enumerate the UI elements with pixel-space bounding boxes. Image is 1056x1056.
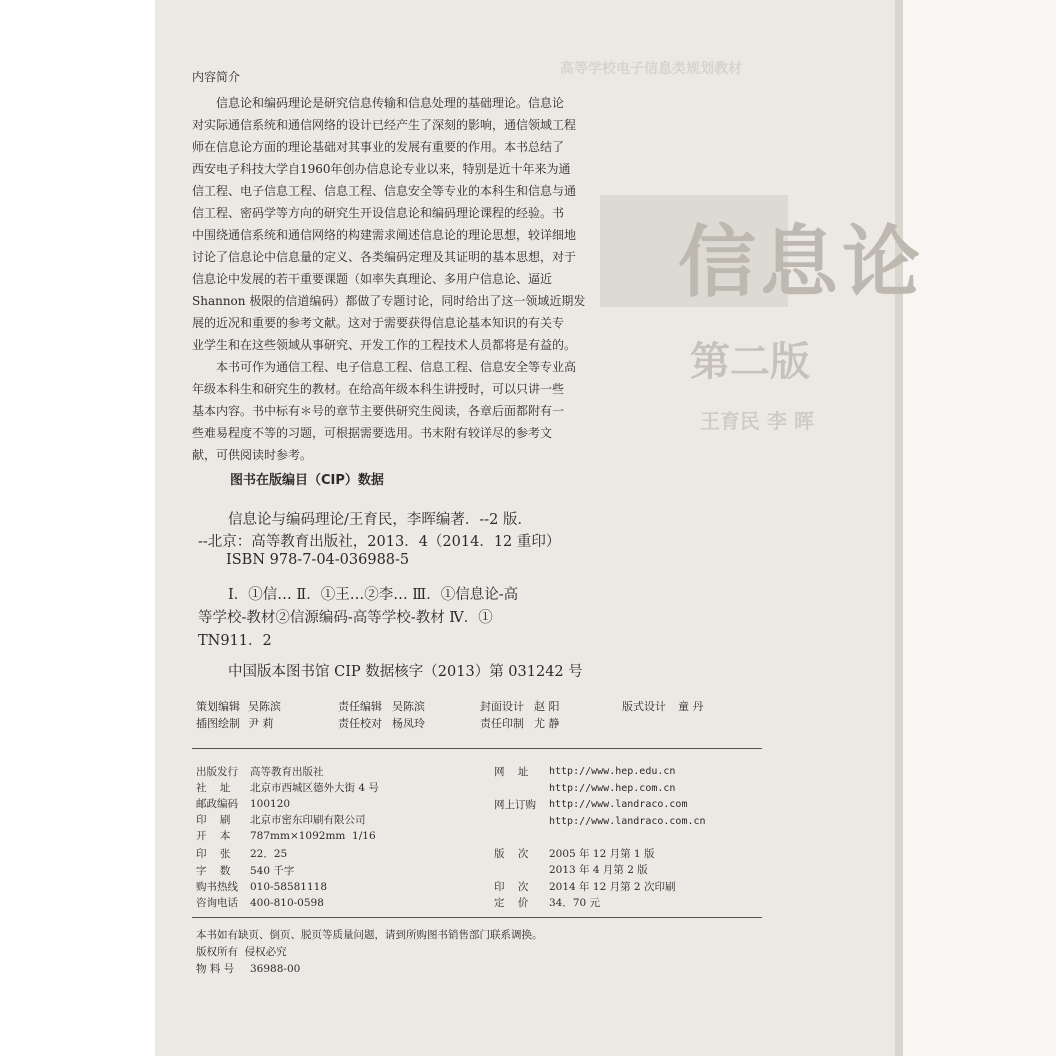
- credit-label: 责任校对: [338, 717, 382, 730]
- website-link[interactable]: http://www.hep.edu.cn: [549, 766, 676, 777]
- publisher-label: 印 张: [196, 848, 231, 860]
- credit-value: 杨凤玲: [392, 717, 425, 730]
- intro-line: 年级本科生和研究生的教材。在给高年级本科生讲授时，可以只讲一些: [192, 382, 565, 396]
- intro-line: 业学生和在这些领域从事研究、开发工作的工程技术人员都将是有益的。: [192, 338, 577, 352]
- publisher-label: 开 本: [196, 830, 231, 842]
- credit-label: 策划编辑: [196, 700, 240, 713]
- cip-line: 信息论与编码理论/王育民，李晖编著．--2 版．: [228, 512, 533, 528]
- page-edge-strip: [895, 0, 903, 1056]
- cip-line: 等学校-教材②信源编码-高等学校-教材 Ⅳ．①: [198, 610, 493, 626]
- publisher-value: 北京市西城区德外大街 4 号: [250, 782, 379, 794]
- cip-record-number: 中国版本图书馆 CIP 数据核字（2013）第 031242 号: [228, 664, 583, 680]
- copyright-notice: 版权所有 侵权必究: [196, 946, 287, 958]
- bleed-through-title: 信息论: [678, 218, 925, 308]
- publisher-label: 字 数: [196, 865, 231, 877]
- credit-label: 插图绘制: [196, 717, 240, 730]
- publisher-value: 2013 年 4 月第 2 版: [549, 864, 648, 876]
- scan-margin: [0, 0, 155, 1056]
- intro-line: 信工程、密码学等方向的研究生开设信息论和编码理论课程的经验。书: [192, 206, 565, 220]
- cip-line: Ⅰ．①信… Ⅱ．①王…②李… Ⅲ．①信息论-高: [228, 587, 519, 603]
- publisher-label: 咨询电话: [196, 897, 238, 909]
- intro-line: 基本内容。书中标有＊号的章节主要供研究生阅读，各章后面都附有一: [192, 404, 565, 418]
- publisher-value: 010-58581118: [250, 881, 328, 893]
- intro-heading: 内容简介: [192, 70, 241, 84]
- intro-line: 对实际通信系统和通信网络的设计已经产生了深刻的影响，通信领域工程: [192, 118, 577, 132]
- publisher-value: 北京市密东印刷有限公司: [250, 814, 366, 826]
- intro-line: 信息论中发展的若干重要课题（如率失真理论、多用户信息论、逼近: [192, 272, 553, 286]
- credit-value: 尤 静: [534, 717, 560, 730]
- price-value: 34．70 元: [549, 897, 601, 909]
- intro-line: 展的近况和重要的参考文献。这对于需要获得信息论基本知识的有关专: [192, 316, 565, 330]
- publisher-label: 版 次: [494, 848, 529, 860]
- publisher-value: 100120: [250, 798, 291, 810]
- page-edge: [895, 0, 1056, 1056]
- publisher-label: 定 价: [494, 897, 529, 909]
- bleed-through-series: 高等学校电子信息类规划教材: [560, 61, 742, 77]
- credit-label: 责任印制: [480, 717, 524, 730]
- intro-line: 中围绕通信系统和通信网络的构建需求阐述信息论的理论思想，较详细地: [192, 228, 577, 242]
- cip-title: 图书在版编目（CIP）数据: [230, 473, 384, 488]
- publisher-label: 网 址: [494, 766, 529, 778]
- bleed-through-author: 王育民 李 晖: [700, 409, 814, 433]
- credit-value: 尹 莉: [248, 717, 274, 730]
- intro-line: 讨论了信息论中信息量的定义、各类编码定理及其证明的基本思想，对于: [192, 250, 577, 264]
- credit-value: 吴陈滨: [392, 700, 425, 713]
- publisher-value: 2005 年 12 月第 1 版: [549, 848, 655, 860]
- intro-line: 些难易程度不等的习题，可根据需要选用。书末附有较详尽的参考文: [192, 426, 553, 440]
- publisher-label: 购书热线: [196, 881, 238, 893]
- quality-notice: 本书如有缺页、倒页、脱页等质量问题，请到所购图书销售部门联系调换。: [196, 929, 543, 941]
- intro-line: 本书可作为通信工程、电子信息工程、信息工程、信息安全等专业高: [216, 360, 577, 374]
- item-number-label: 物 料 号: [196, 963, 235, 975]
- publisher-label: 出版发行: [196, 766, 238, 778]
- publisher-value: 2014 年 12 月第 2 次印刷: [549, 881, 676, 893]
- credit-label: 责任编辑: [338, 700, 382, 713]
- bleed-through-edition: 第二版: [690, 339, 810, 385]
- intro-line: 西安电子科技大学自1960年创办信息论专业以来，特别是近十年来为通: [192, 162, 571, 176]
- website-link[interactable]: http://www.hep.com.cn: [549, 783, 676, 794]
- credit-value: 吴陈滨: [248, 700, 281, 713]
- cip-line: --北京：高等教育出版社，2013．4（2014．12 重印）: [198, 534, 561, 550]
- cip-classification: TN911．2: [198, 633, 272, 649]
- credit-value: 赵 阳: [534, 700, 560, 713]
- publisher-value: 22．25: [250, 848, 288, 860]
- intro-line: 信工程、电子信息工程、信息工程、信息安全等专业的本科生和信息与通: [192, 184, 577, 198]
- credit-label: 版式设计: [622, 700, 666, 713]
- item-number-value: 36988-00: [250, 963, 301, 975]
- intro-line: 献，可供阅读时参考。: [192, 448, 313, 462]
- credit-label: 封面设计: [480, 700, 524, 713]
- publisher-label: 印 刷: [196, 814, 231, 826]
- order-link[interactable]: http://www.landraco.com.cn: [549, 816, 706, 827]
- intro-line: Shannon 极限的信道编码）都做了专题讨论，同时给出了这一领域近期发: [192, 294, 586, 308]
- publisher-value: 高等教育出版社: [250, 766, 324, 778]
- publisher-value: 400-810-0598: [250, 897, 324, 909]
- publisher-label: 印 次: [494, 881, 529, 893]
- cip-isbn: ISBN 978-7-04-036988-5: [226, 552, 410, 568]
- publisher-label: 网上订购: [494, 799, 536, 811]
- intro-line: 信息论和编码理论是研究信息传输和信息处理的基础理论。信息论: [216, 96, 565, 110]
- credit-value: 童 丹: [678, 700, 704, 713]
- publisher-label: 邮政编码: [196, 798, 238, 810]
- publisher-value: 540 千字: [250, 865, 295, 877]
- publisher-label: 社 址: [196, 782, 231, 794]
- intro-line: 师在信息论方面的理论基础对其事业的发展有重要的作用。本书总结了: [192, 140, 565, 154]
- divider: [192, 917, 762, 918]
- order-link[interactable]: http://www.landraco.com: [549, 799, 688, 810]
- publisher-value: 787mm×1092mm 1/16: [250, 830, 376, 842]
- divider: [192, 748, 762, 749]
